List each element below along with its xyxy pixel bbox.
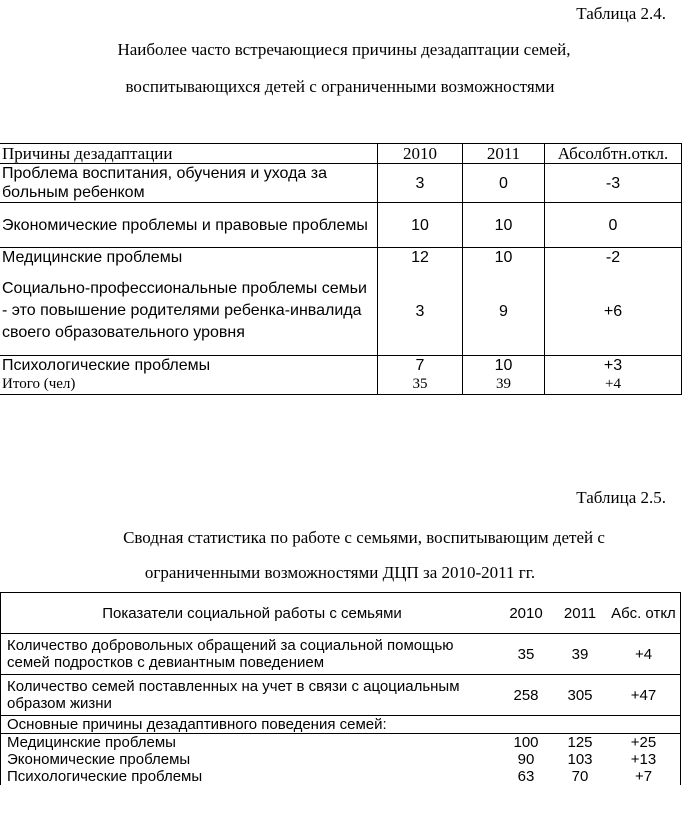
row-diff: +47 bbox=[607, 675, 681, 716]
row-label: Социально-профессиональные проблемы семьи - это повышение родителями ребенка-инвалида своего образовательного уровня bbox=[0, 267, 378, 356]
row-label: Экономические проблемы и правовые проблемы bbox=[0, 203, 378, 248]
row-2010: 35 bbox=[499, 634, 553, 675]
row-label: Медицинские проблемы bbox=[1, 734, 500, 752]
row-2011: 103 bbox=[567, 751, 593, 768]
table1-header-2010: 2010 bbox=[378, 144, 463, 164]
table2-title-line1: Сводная статистика по работе с семьями, воспитывающим детей с bbox=[123, 528, 605, 547]
table1-header-row bbox=[0, 144, 682, 164]
row-2011: 10 bbox=[463, 203, 545, 248]
table2-header-indicator: Показатели социальной работы с семьями bbox=[1, 593, 500, 634]
table1-header-2011: 2011 bbox=[463, 144, 545, 164]
table2-caption: Таблица 2.5. bbox=[576, 488, 666, 507]
row-diff: +7 bbox=[607, 768, 681, 785]
row-2011: 10 bbox=[463, 356, 545, 376]
row-label: Количество добровольных обращений за социальной помощью семей подростков с девиантным поведением bbox=[1, 634, 500, 675]
row-2011: 305 bbox=[553, 675, 607, 716]
row-label: Итого (чел) bbox=[0, 375, 378, 395]
row-2011: 70 bbox=[571, 768, 589, 785]
table-row bbox=[1, 734, 681, 752]
row-2010: 12 bbox=[378, 248, 463, 268]
row-label: Проблема воспитания, обучения и ухода за больным ребенком bbox=[0, 164, 378, 203]
row-2011: 125 bbox=[553, 734, 607, 752]
table-row bbox=[0, 248, 682, 268]
table-row bbox=[1, 768, 681, 785]
table-row bbox=[1, 634, 681, 675]
row-label: Медицинские проблемы bbox=[2, 249, 183, 266]
table-row bbox=[0, 203, 682, 248]
row-2011: 10 bbox=[463, 248, 545, 268]
row-diff bbox=[607, 716, 681, 734]
table1-header-cause: Причины дезадаптации bbox=[0, 144, 378, 164]
table2-header-2011: 2011 bbox=[553, 593, 607, 634]
row-diff: +4 bbox=[545, 375, 682, 395]
table2-header-row bbox=[1, 593, 681, 634]
table-row bbox=[1, 716, 681, 734]
row-label: Экономические проблемы bbox=[1, 751, 500, 768]
row-label: Основные причины дезадаптивного поведения семей: bbox=[1, 716, 500, 734]
table1-title-line1: Наиболее часто встречающиеся причины дезадаптации семей, bbox=[117, 40, 571, 59]
row-2011: 39 bbox=[553, 634, 607, 675]
table2-header-2010: 2010 bbox=[499, 593, 553, 634]
row-2010: 10 bbox=[378, 203, 463, 248]
row-label: Психологические проблемы bbox=[2, 357, 211, 374]
row-2010: 63 bbox=[517, 768, 535, 785]
row-label: Психологические проблемы bbox=[1, 768, 500, 785]
row-2010: 3 bbox=[378, 267, 463, 356]
table2 bbox=[0, 592, 681, 785]
row-2010: 35 bbox=[378, 375, 463, 395]
table1-caption: Таблица 2.4. bbox=[576, 4, 666, 23]
row-2010: 90 bbox=[517, 751, 535, 768]
table-row bbox=[1, 751, 681, 768]
row-diff: +13 bbox=[607, 751, 681, 768]
table-row bbox=[1, 675, 681, 716]
row-diff: -2 bbox=[545, 248, 682, 268]
row-2011: 39 bbox=[463, 375, 545, 395]
row-diff: +25 bbox=[607, 734, 681, 752]
row-2010: 3 bbox=[378, 164, 463, 203]
row-2011: 9 bbox=[463, 267, 545, 356]
table2-title-line2: ограниченными возможностями ДЦП за 2010-2011 гг. bbox=[144, 563, 536, 582]
table-row bbox=[0, 356, 682, 376]
row-2011: 0 bbox=[463, 164, 545, 203]
table1-header-diff: Абсолбтн.откл. bbox=[545, 144, 682, 164]
row-2010: 100 bbox=[499, 734, 553, 752]
table-row bbox=[0, 375, 682, 395]
table1 bbox=[0, 143, 682, 395]
row-diff: +6 bbox=[545, 267, 682, 356]
row-diff: -3 bbox=[545, 164, 682, 203]
row-2010: 7 bbox=[378, 356, 463, 376]
table2-header-diff: Абс. откл bbox=[607, 593, 681, 634]
row-label: Количество семей поставленных на учет в связи с ацоциальным образом жизни bbox=[1, 675, 500, 716]
row-diff: +4 bbox=[607, 634, 681, 675]
row-2010 bbox=[499, 716, 553, 734]
row-2010: 258 bbox=[499, 675, 553, 716]
table-row bbox=[0, 267, 682, 356]
table1-title-line2: воспитывающихся детей с ограниченными возможностями bbox=[125, 77, 555, 96]
row-diff: 0 bbox=[545, 203, 682, 248]
row-2011 bbox=[553, 716, 607, 734]
table-row bbox=[0, 164, 682, 203]
row-diff: +3 bbox=[545, 356, 682, 376]
